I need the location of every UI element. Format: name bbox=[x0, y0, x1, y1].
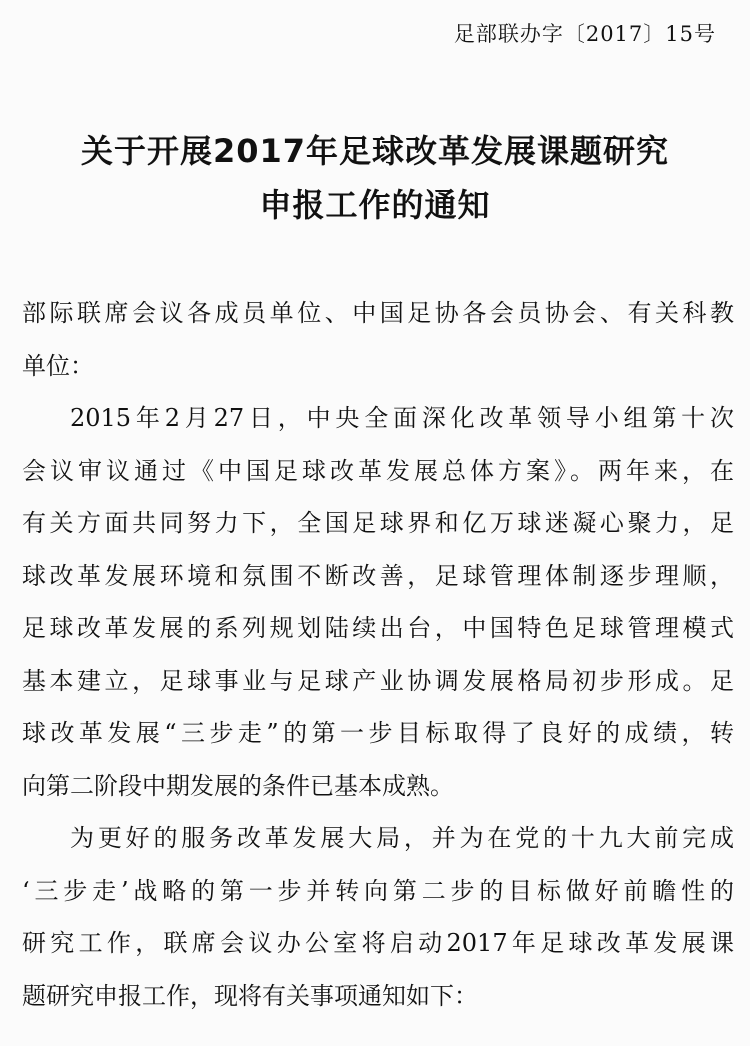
paragraph-line: 会议审议通过《中国足球改革发展总体方案》。两年来，在 bbox=[22, 456, 734, 485]
paragraph-line: 研究工作，联席会议办公室将启动2017年足球改革发展课 bbox=[22, 929, 734, 957]
title-line: 申报工作的通知 bbox=[259, 186, 491, 224]
salutation-line: 单位： bbox=[22, 351, 94, 380]
paragraph-line: 向第二阶段中期发展的条件已基本成熟。 bbox=[22, 771, 454, 800]
paragraph-2 bbox=[22, 812, 734, 1022]
paragraph-1 bbox=[22, 392, 734, 812]
paragraph-line: 基本建立，足球事业与足球产业协调发展格局初步形成。足 bbox=[22, 666, 734, 695]
paragraph-line: 为更好的服务改革发展大局，并为在党的十九大前完成 bbox=[70, 824, 734, 852]
paragraph-line: ‘三步走’战略的第一步并转向第二步的目标做好前瞻性的 bbox=[22, 876, 734, 905]
salutation-line: 部际联席会议各成员单位、中国足协各会员协会、有关科教 bbox=[22, 299, 734, 327]
paragraph-line: 2015年2月27日，中央全面深化改革领导小组第十次 bbox=[70, 404, 734, 432]
paragraph-line: 有关方面共同努力下，全国足球界和亿万球迷凝心聚力，足 bbox=[22, 509, 734, 537]
document-number: 足部联办字〔2017〕15号 bbox=[453, 22, 716, 46]
paragraph-line: 足球改革发展的系列规划陆续出台，中国特色足球管理模式 bbox=[22, 614, 734, 642]
paragraph-line: 题研究申报工作，现将有关事项通知如下： bbox=[22, 981, 478, 1010]
document-title bbox=[0, 124, 750, 232]
salutation bbox=[22, 287, 734, 392]
paragraph-line: 球改革发展环境和氛围不断改善，足球管理体制逐步理顺， bbox=[22, 561, 734, 590]
document-body bbox=[22, 287, 734, 1022]
paragraph-line: 球改革发展“三步走”的第一步目标取得了良好的成绩，转 bbox=[22, 719, 734, 747]
title-line: 关于开展2017年足球改革发展课题研究 bbox=[80, 132, 670, 170]
